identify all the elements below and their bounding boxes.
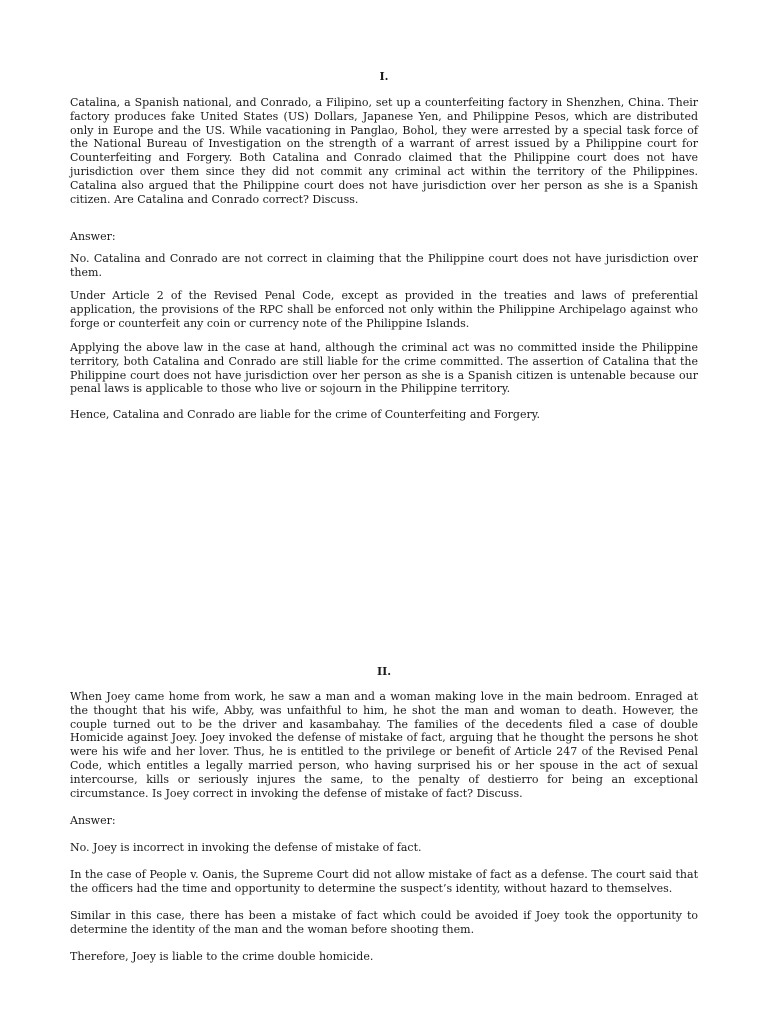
section-2-answer-p3: [70, 909, 698, 937]
question-paragraph: When Joey came home from work, he saw a man and a woman making love in the main bedroom. Enraged at the thought that his wife, Abby, was unfaithful to him, he shot the man and woman to death. However, the couple turned out to be the driver and kasambahay. The families of the decedents filed a case of double Homicide against Joey. Joey invoked the defense of mistake of fact, arguing that he thought the persons he shot were his wife and her lover. Thus, he is entitled to the privilege or benefit of Article 247 of the Revised Penal Code, which entitles a legally married person, who having surprised his or her spouse in the act of sexual intercourse, kills or seriously injures the same, to the penalty of destierro for being an exceptional circumstance. Is Joey correct in invoking the defense of mistake of fact? Discuss.: [70, 690, 698, 800]
section-2-answer-p2: [70, 868, 698, 896]
section-1-question: [70, 96, 698, 206]
section-1-answer-p1: [70, 252, 698, 280]
section-1-answer-p4: [70, 408, 698, 422]
section-1-answer-p2: [70, 289, 698, 330]
answer-paragraph: Hence, Catalina and Conrado are liable for the crime of Counterfeiting and Forgery.: [70, 408, 540, 421]
answer-paragraph: Therefore, Joey is liable to the crime double homicide.: [70, 950, 374, 963]
section-1-answer-label: Answer:: [70, 230, 116, 243]
answer-paragraph: Under Article 2 of the Revised Penal Code, except as provided in the treaties and laws of preferential application, the provisions of the RPC shall be enforced not only within the Philippine Archipelago against who forge or counterfeit any coin or currency note of the Philippine Islands.: [70, 289, 698, 330]
answer-paragraph: In the case of People v. Oanis, the Supreme Court did not allow mistake of fact as a defense. The court said that the officers had the time and opportunity to determine the suspect’s identity, without hazard to themselves.: [70, 868, 698, 895]
section-1-answer-p3: [70, 341, 698, 396]
answer-paragraph: No. Catalina and Conrado are not correct in claiming that the Philippine court does not have jurisdiction over them.: [70, 252, 698, 279]
section-2-question: [70, 690, 698, 800]
section-2-answer-label: Answer:: [70, 814, 116, 827]
section-2-answer-p1: [70, 841, 698, 855]
answer-paragraph: Applying the above law in the case at hand, although the criminal act was no committed inside the Philippine territory, both Catalina and Conrado are still liable for the crime committed. The assertion of Catalina that the Philippine court does not have jurisdiction over her person as she is a Spanish citizen is untenable because our penal laws is applicable to those who live or sojourn in the Philippine territory.: [70, 341, 698, 396]
section-2-answer-p4: [70, 950, 698, 964]
section-2-heading: II.: [376, 665, 392, 678]
question-paragraph: Catalina, a Spanish national, and Conrado, a Filipino, set up a counterfeiting factory in Shenzhen, China. Their factory produces fake United States (US) Dollars, Japanese Yen, and Philippine Pesos, which are distributed only in Europe and the US. While vacationing in Panglao, Bohol, they were arrested by a special task force of the National Bureau of Investigation on the strength of a warrant of arrest issued by a Philippine court for Counterfeiting and Forgery. Both Catalina and Conrado claimed that the Philippine court does not have jurisdiction over them since they did not commit any criminal act within the territory of the Philippines. Catalina also argued that the Philippine court does not have jurisdiction over her person as she is a Spanish citizen. Are Catalina and Conrado correct? Discuss.: [70, 96, 698, 206]
answer-paragraph: Similar in this case, there has been a mistake of fact which could be avoided if Joey took the opportunity to determine the identity of the man and the woman before shooting them.: [70, 909, 698, 936]
answer-paragraph: No. Joey is incorrect in invoking the defense of mistake of fact.: [70, 841, 422, 854]
section-1-heading: I.: [379, 70, 389, 83]
